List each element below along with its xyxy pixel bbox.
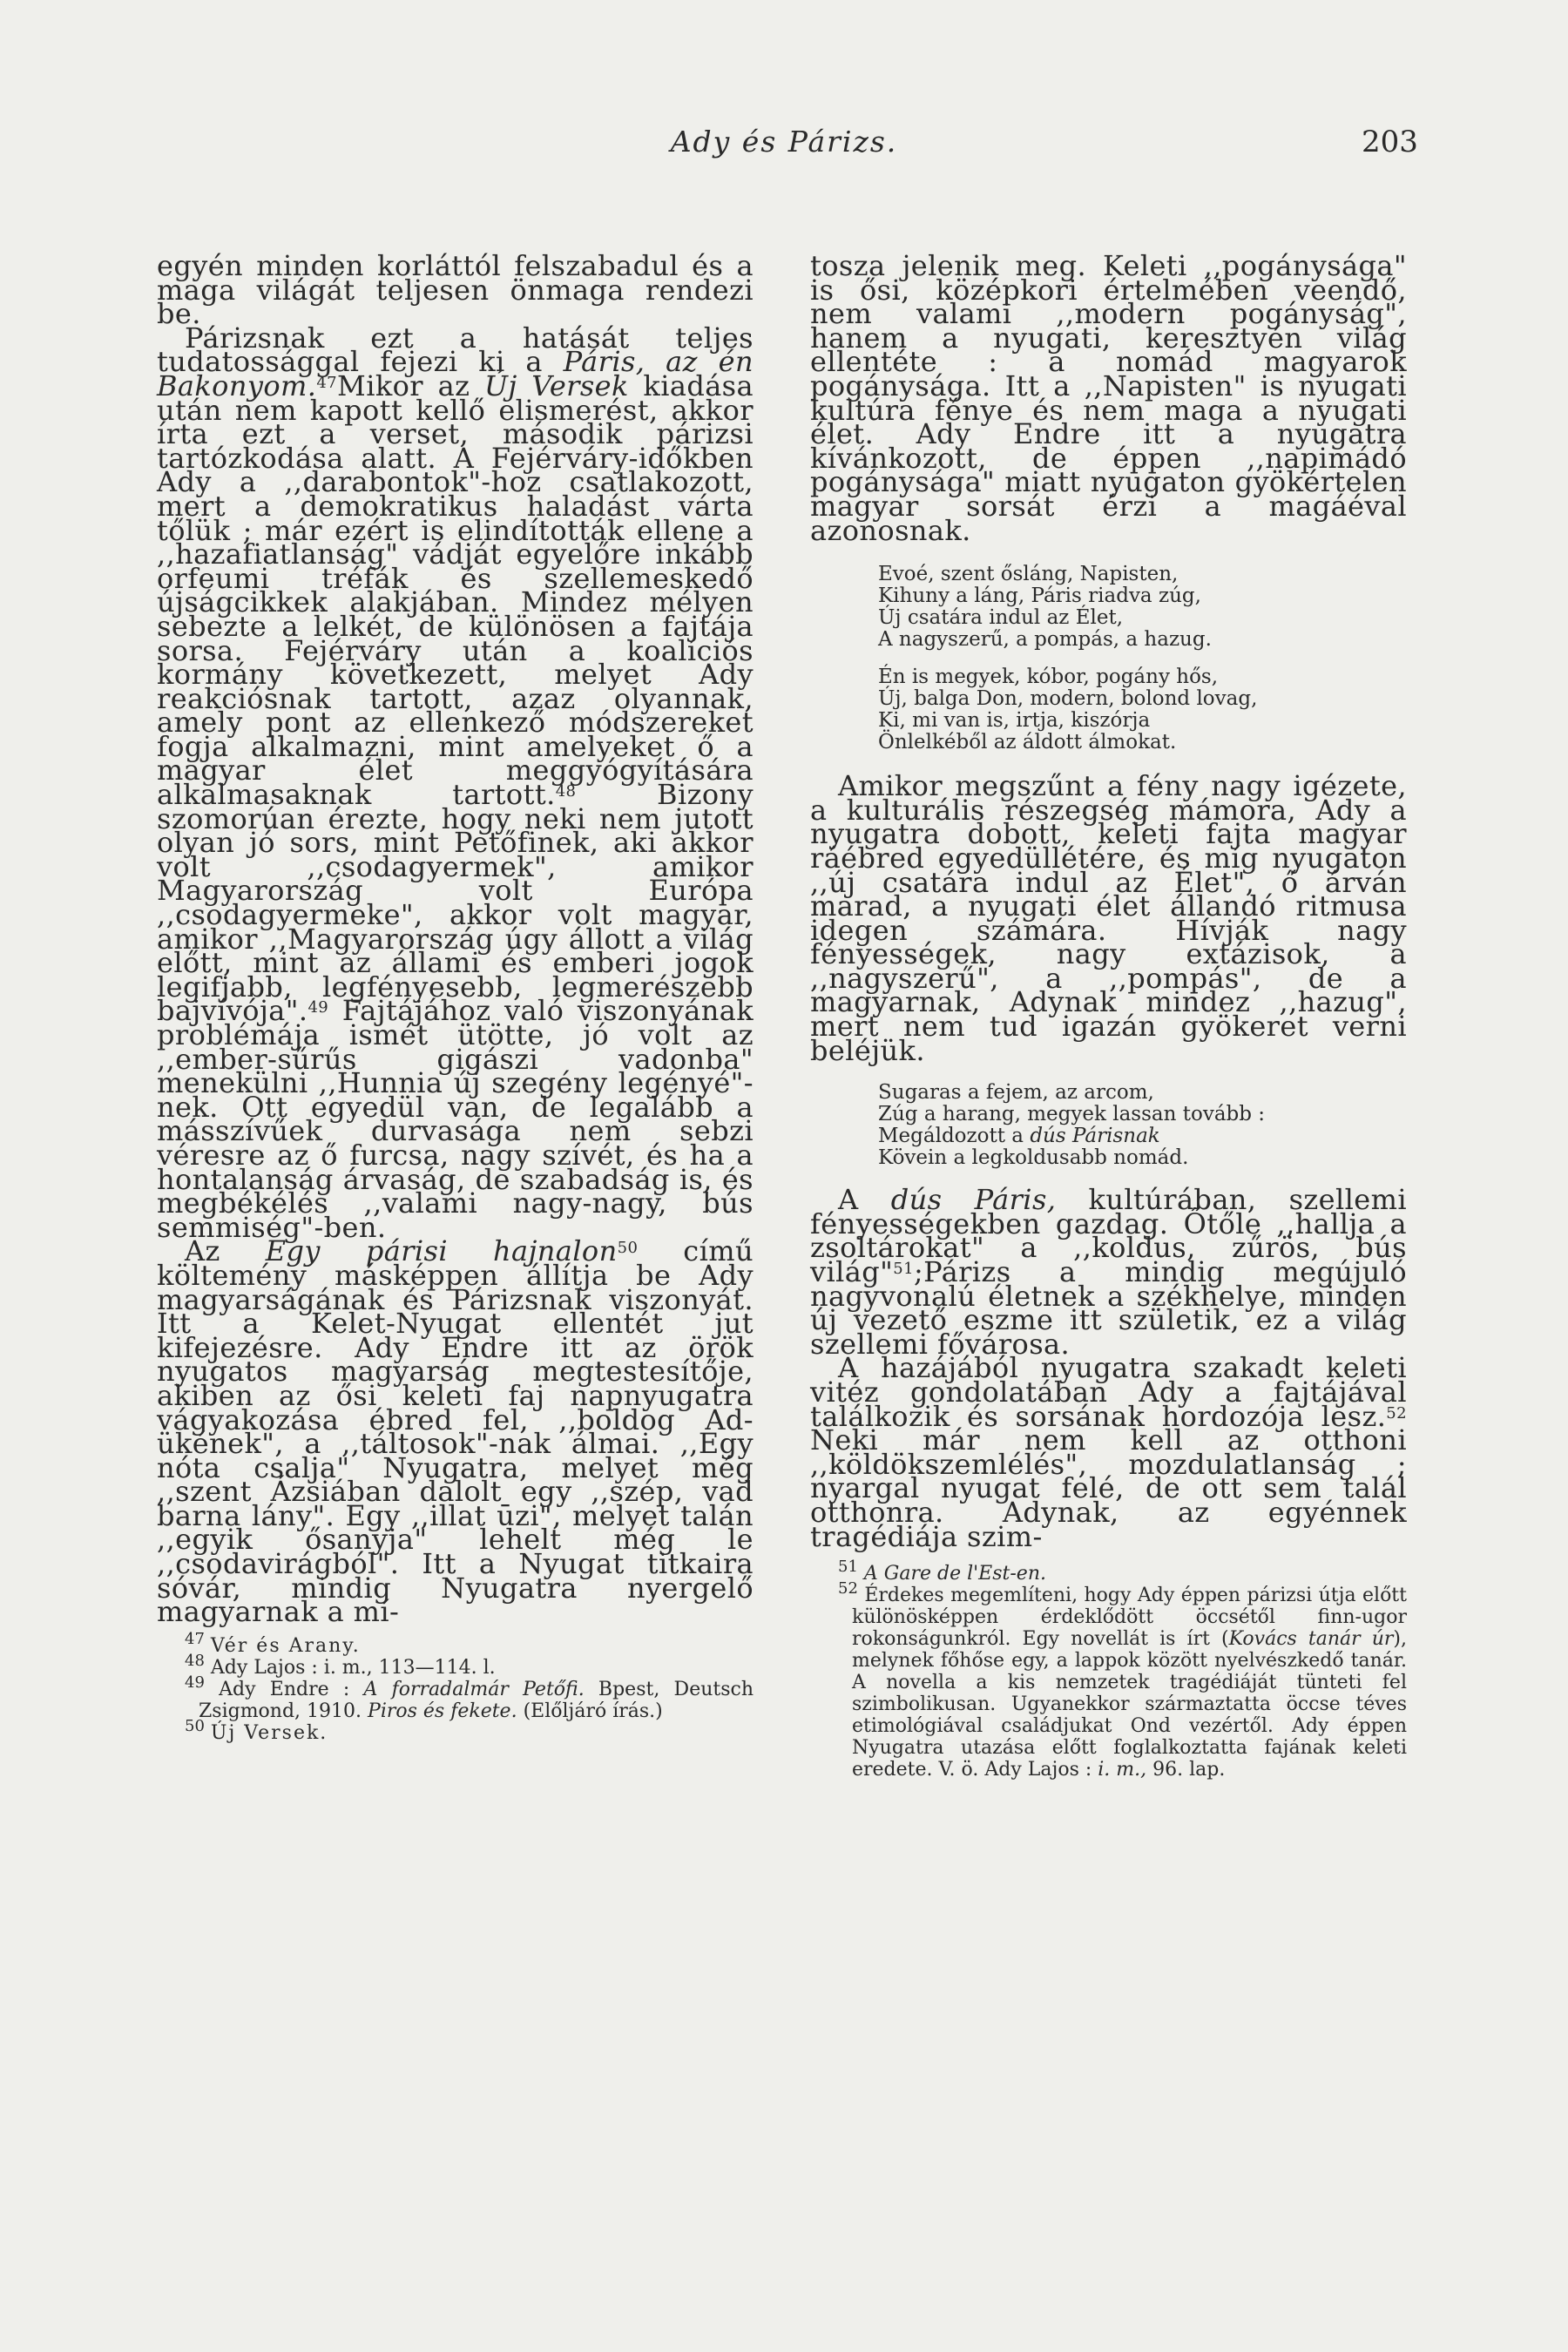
verse-line: Ki, mi van is, irtja, kiszórja bbox=[878, 709, 1151, 733]
right-column bbox=[810, 249, 1407, 1781]
footnote-text: ), melynek főhőse egy, a lappok között nyelvészkedő tanár. A novella a kis nemzetek tragédiáját tünteti fel szimbolikusan. Ugyanekkor származtatta öccse téves etimológiával családjukat Ond vezértől. Ady éppen Nyugatra utazása előtt foglalkoztatta fajának keleti eredete. V. ö. Ady Lajos : bbox=[852, 1628, 1407, 1781]
stanza-gap bbox=[878, 651, 1407, 666]
book-title: Új Versek bbox=[483, 368, 629, 402]
paragraph bbox=[157, 1234, 754, 1629]
footnote-text: Bpest, Deutsch Zsigmond, 1910. bbox=[199, 1678, 754, 1722]
footnote-ref: 48 bbox=[555, 782, 577, 801]
footnote-number: 49 bbox=[185, 1673, 205, 1692]
footnote-text: Kovács tanár úr bbox=[1228, 1628, 1394, 1651]
footnotes bbox=[157, 1629, 754, 1744]
poem-title: Egy párisi hajnalon bbox=[265, 1234, 618, 1268]
footnote-text: Vér és Arany. bbox=[210, 1634, 361, 1657]
text-run: A hazájából nyugatra szakadt keleti vitéz gondolatában Ady a fajtájával találkozik és sorsának hordozója lesz. bbox=[810, 1351, 1407, 1433]
footnote-ref: 47 bbox=[316, 373, 338, 392]
footnote-text: Ady Lajos : i. m., 113—114. l. bbox=[210, 1656, 496, 1679]
paragraph bbox=[810, 1183, 1407, 1361]
verse-line bbox=[878, 1125, 1407, 1147]
footnote-text: Új Versek. bbox=[210, 1721, 328, 1744]
footnote bbox=[157, 1716, 754, 1744]
paragraph: tosza jelenik meg. Keleti ,,pogánysága" is ősi, középkori értelmében veendő, nem valami ,,modern pogányság", hanem a nyugati, keresztyén világ ellentéte : a nomád magyarok pogánysága. Itt a ,,Napisten" is nyugati kultúra fénye és nem maga a nyugati élet. Ady Endre itt a nyugatra kívánkozott, de éppen ,,napimádó pogánysága" miatt nyugaton gyökértelen magyar sorsát érzi a magáéval azonosnak. bbox=[810, 249, 1407, 547]
running-title: Ady és Párizs. bbox=[670, 125, 898, 159]
verse-line: Kövein a legkoldusabb nomád. bbox=[878, 1146, 1189, 1170]
verse-line: Új csatára indul az Élet, bbox=[878, 606, 1124, 630]
text-run: Bizony szomorúan érezte, hogy neki nem jutott olyan jó sors, mint Petőfinek, aki akkor volt ,,csodagyermek", amikor Magyarország volt Európa ,,csodagyermeke", akkor volt magyar, amikor ,,Magyarország úgy állott a világ előtt, mint az állami és emberi jogok legifjabb, legfényesebb, legmerészebb bajvívója". bbox=[157, 778, 754, 1028]
text-run: Mikor az bbox=[337, 368, 484, 402]
footnote-text: (Előljáró írás.) bbox=[517, 1700, 663, 1722]
text-run: Neki már nem kell az otthoni ,,köldökszemlélés", mozdulatlanság ; nyargal nyugat felé, de ott sem talál otthonra. Adynak, az egyénnek tragédiája szim- bbox=[810, 1423, 1407, 1553]
verse-line: Én is megyek, kóbor, pogány hős, bbox=[878, 666, 1219, 689]
footnote-text: Ady Endre : bbox=[219, 1678, 364, 1700]
footnotes bbox=[810, 1558, 1407, 1781]
text-run: Megáldozott a bbox=[878, 1125, 1031, 1148]
footnote-number: 47 bbox=[185, 1629, 205, 1648]
footnote bbox=[810, 1579, 1407, 1781]
text-run: ;Párizs a mindig megújuló nagyvonalú életnek a székhelye, minden új vezető eszme itt születik, ez a világ szellemi fővárosa. bbox=[810, 1255, 1407, 1361]
footnote bbox=[157, 1629, 754, 1657]
footnote-text: Piros és fekete. bbox=[368, 1700, 517, 1722]
verse-line: Kihuny a láng, Páris riadva zúg, bbox=[878, 585, 1201, 608]
left-column bbox=[157, 249, 754, 1744]
page-number: 203 bbox=[1362, 125, 1418, 159]
footnote-text: i. m., bbox=[1098, 1759, 1147, 1781]
verse-line: Önlelkéből az áldott álmokat. bbox=[878, 731, 1177, 754]
verse-line: Új, balga Don, modern, bolond lovag, bbox=[878, 687, 1258, 711]
verse-line: Zúg a harang, megyek lassan tovább : bbox=[878, 1103, 1266, 1126]
text-run: Párizsnak ezt a hatását teljes tudatossággal fejezi ki a bbox=[157, 321, 754, 379]
text-run: dús Páris, bbox=[890, 1183, 1057, 1217]
text-run: Fajtájához való viszonyának problémája ismét ütötte, jó volt az ,,ember-sűrűs gigászi vadonba" menekülni ,,Hunnia új szegény legényé"-nek. Ott egyedül van, de legalább a másszívűek durvasága nem sebzi véresre az ő furcsa, nagy szívét, és ha a hontalanság árvaság, de szabadság is, és megbékélés ,,valami nagy-nagy, bús semmiség"-ben. bbox=[157, 994, 754, 1244]
text-run: kultúrában, szellemi fényességekben gazdag. Őtőle ,,hallja a zsoltárokat" a ,,koldus, zűrös, bús világ" bbox=[810, 1183, 1407, 1289]
footnote-number: 50 bbox=[185, 1716, 205, 1735]
paragraph bbox=[810, 1351, 1407, 1553]
text-run: dús Párisnak bbox=[1030, 1125, 1160, 1148]
text-run: kiadása után nem kapott kellő elismerést, akkor írta ezt a verset, második párizsi tartózkodása alatt. A Fejérváry-időkben Ady a ,,darabontok"-hoz csatlakozott, mert a demokratikus haladást várta tőlük ; már ezért is elindították ellene a ,,hazafiatlanság" vádját egyelőre inkább orfeumi tréfák és szellemeskedő újságcikkek alakjában. Mindez mélyen sebezte a lelkét, de különösen a fajtája sorsa. Fejérváry után a koalíciós kormány következett, melyet Ady reakciósnak tartott, azaz olyannak, amely pont az ellenkező módszereket fogja alkalmazni, mint amelyeket ő a magyar élet meggyógyítására alkalmasaknak tartott. bbox=[157, 368, 754, 812]
page-header bbox=[0, 125, 1568, 168]
verse-block bbox=[878, 564, 1407, 754]
footnote-text: Érdekes megemlíteni, hogy Ady éppen párizsi útja előtt különösképpen érdeklődött öccsétől finn-ugor rokonságunkról. Egy novellát is írt ( bbox=[852, 1585, 1407, 1651]
text-run: című költemény másképpen állítja be Ady magyarságának és Párizsnak viszonyát. Itt a Kelet-Nyugat ellentét jut kifejezésre. Ady Endre itt az örök nyugatos magyarság megtestesítője, akiben az ősi keleti faj napnyugatra vágyakozása ébred fel, ,,boldog Ad-ükének", a ,,táltosok"-nak álmai. ,,Egy nóta csalja" Nyugatra, melyet még ,,szent Ázsiában dalolt egy ,,szép, vad barna lány". Egy ,,illat ūzi", melyet talán ,,egyik ősanyja" lehelt még le ,,csodavirágból". Itt a Nyugat titkaira sóvár, mindig Nyugatra nyergelő magyarnak a mí- bbox=[157, 1234, 754, 1629]
verse-line: Evoé, szent ősláng, Napisten, bbox=[878, 563, 1179, 586]
footnote-number: 52 bbox=[838, 1579, 858, 1598]
footnote-ref: 49 bbox=[308, 998, 329, 1017]
poem-title: Páris, az én Bakonyom. bbox=[157, 345, 754, 402]
paragraph: Amikor megszűnt a fény nagy igézete, a kulturális részegség mámora, Ady a nyugatra dobott, keleti fajta magyar ráébred egyedüllétére, és míg nyugaton ,,új csatára indul az Élet", ő árván marad, a nyugati élet állandó ritmusa idegen számára. Hívják nagy fényességek, nagy extázisok, a ,,nagyszerű", a ,,pompás", de a magyarnak, Adynak mindez ,,hazug", mert nem tud igazán gyökeret verni beléjük. bbox=[810, 769, 1407, 1067]
text-run: A bbox=[838, 1183, 891, 1217]
footnote-text: A Gare de l'Est-en. bbox=[863, 1563, 1046, 1585]
footnote-text: 96. lap. bbox=[1146, 1759, 1226, 1781]
footnote bbox=[157, 1651, 754, 1679]
footnote-ref: 51 bbox=[893, 1260, 914, 1279]
text-run: Az bbox=[185, 1234, 266, 1268]
footnote-number: 51 bbox=[838, 1558, 858, 1577]
footnote bbox=[810, 1558, 1407, 1585]
footnote bbox=[157, 1673, 754, 1722]
verse-line: A nagyszerű, a pompás, a hazug. bbox=[878, 628, 1212, 652]
verse-line: Sugaras a fejem, az arcom, bbox=[878, 1081, 1154, 1105]
verse-block bbox=[878, 1082, 1407, 1169]
footnote-number: 48 bbox=[185, 1651, 205, 1670]
paragraph: egyén minden korláttól felszabadul és a maga világát teljesen önmaga rendezi be. bbox=[157, 249, 754, 331]
paragraph bbox=[157, 321, 754, 1244]
footnote-ref: 52 bbox=[1386, 1403, 1407, 1423]
footnote-ref: 50 bbox=[617, 1239, 639, 1258]
footnote-text: A forradalmár Petőfi. bbox=[363, 1678, 585, 1700]
